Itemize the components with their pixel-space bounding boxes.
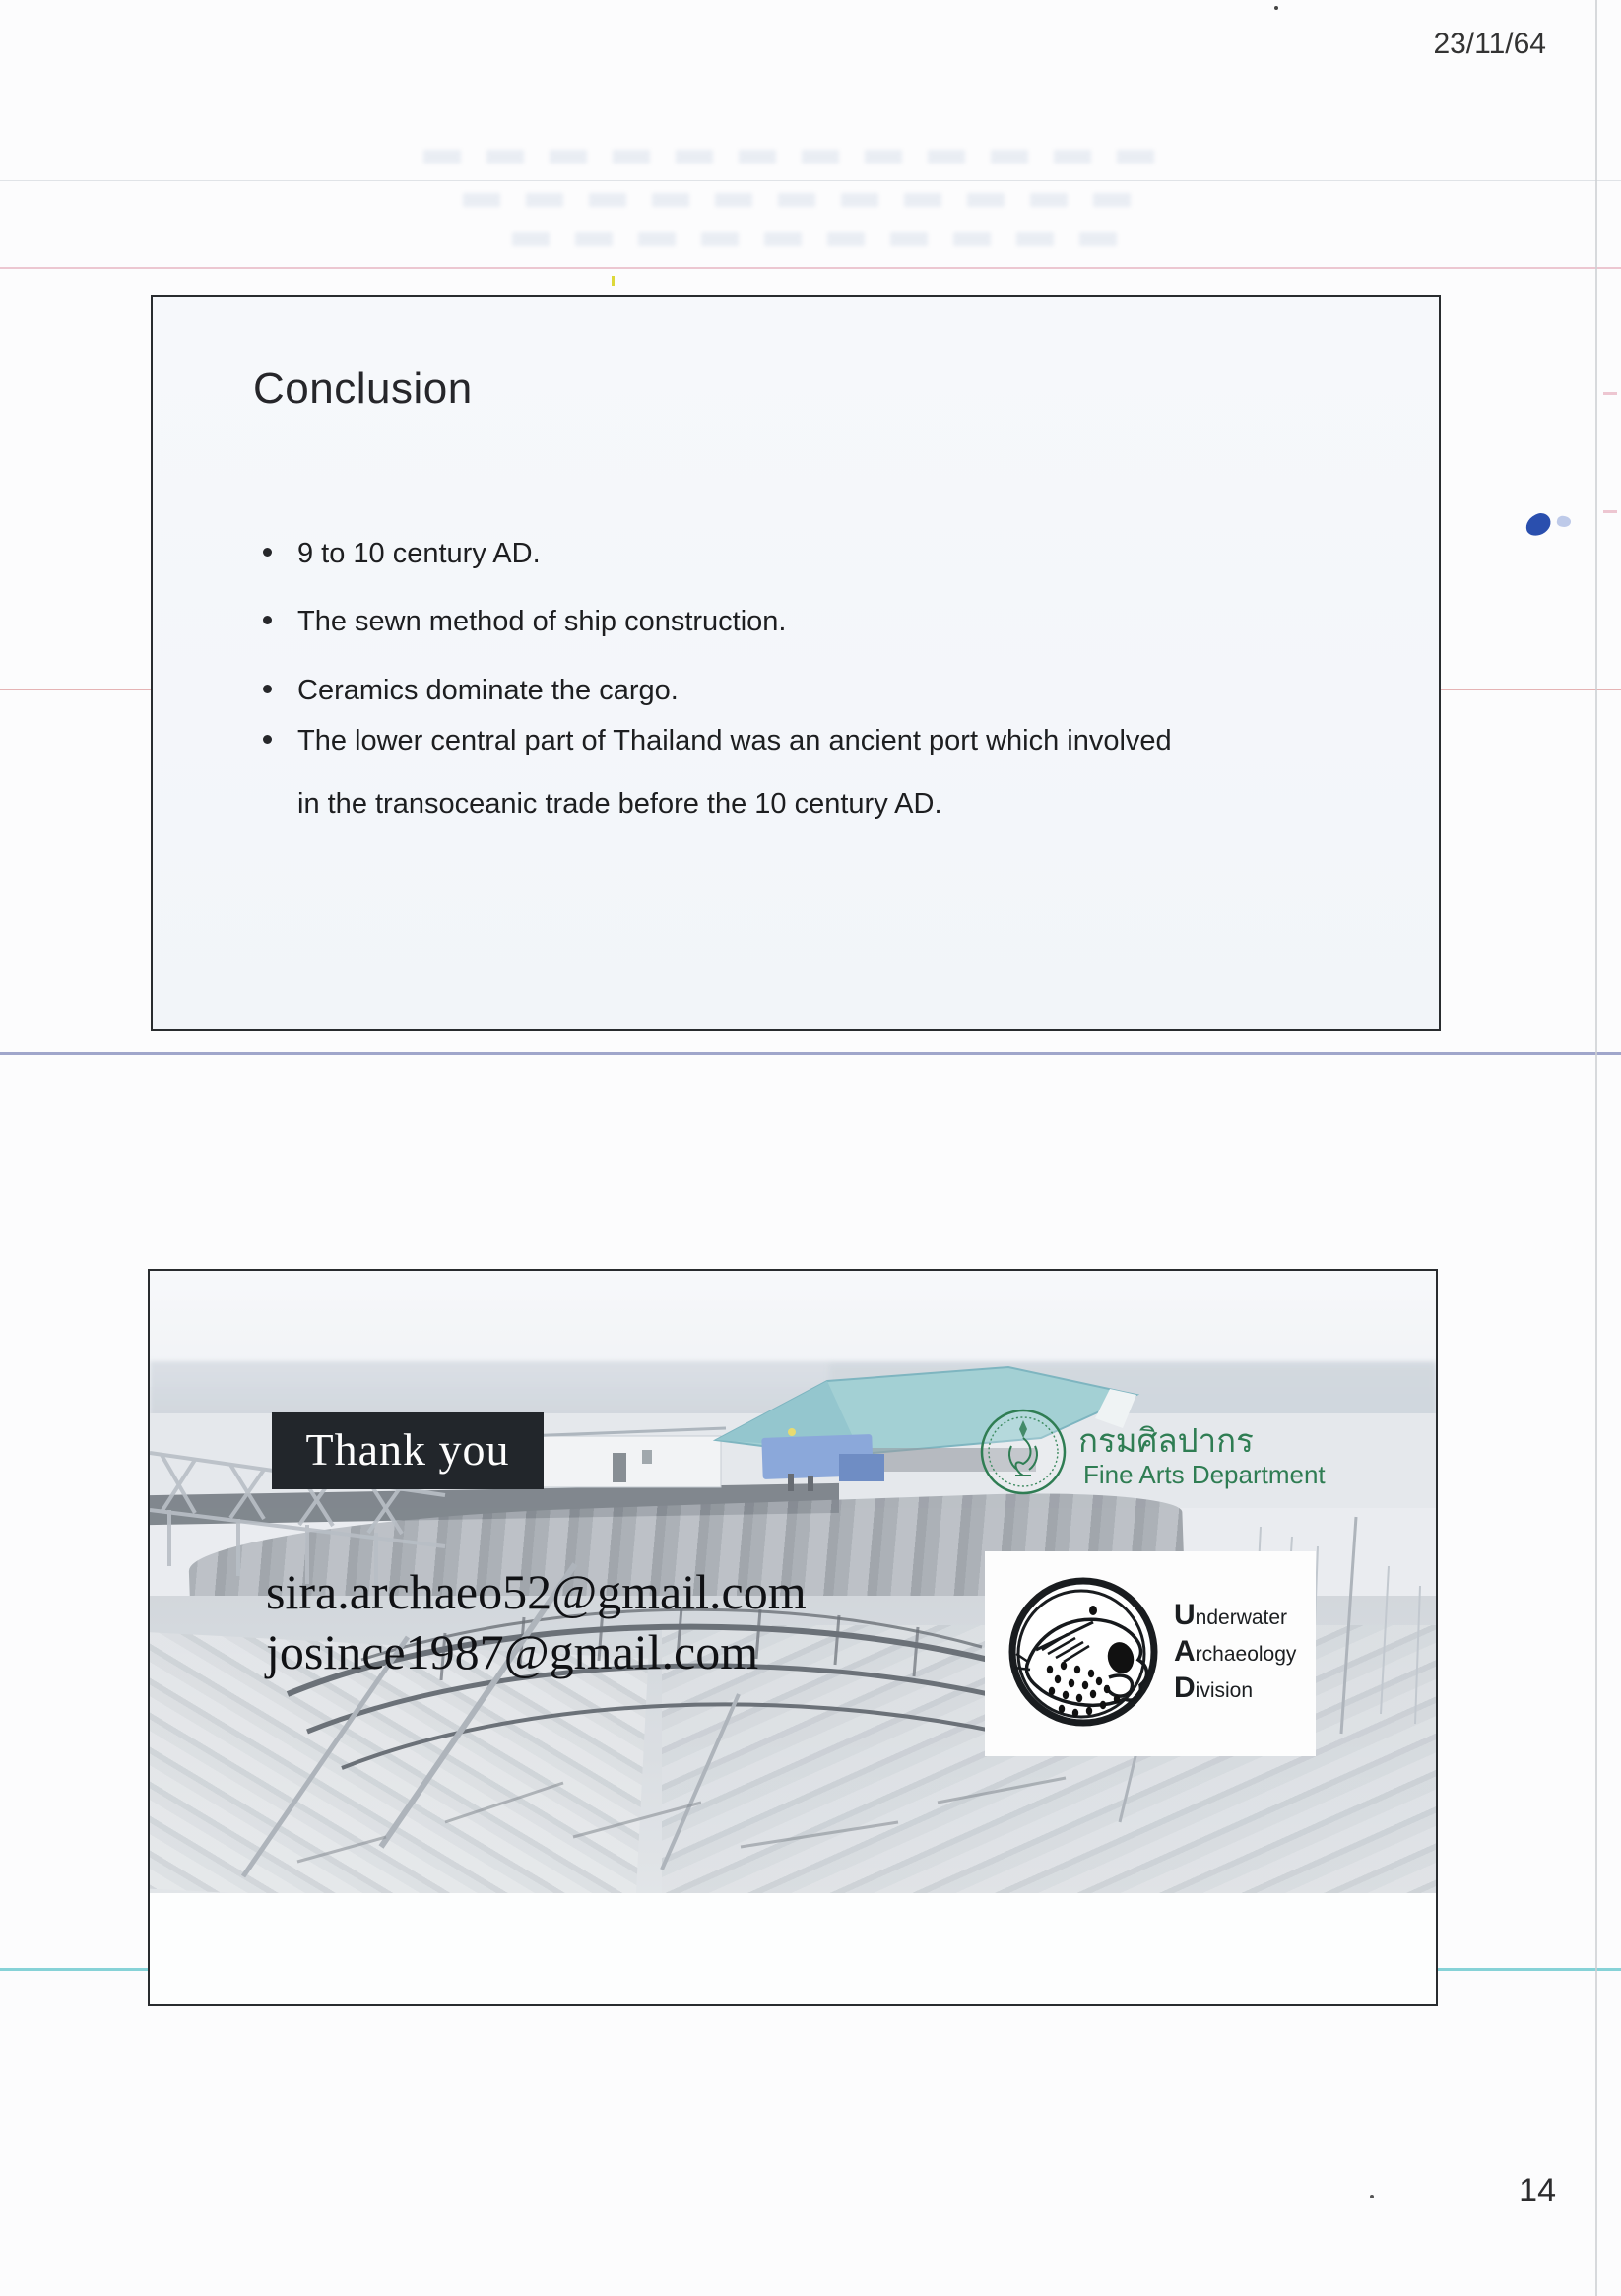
bullet-item (263, 709, 1184, 835)
scan-speck (1370, 2195, 1374, 2198)
contact-emails (266, 1562, 807, 1682)
ink-smudge (1556, 515, 1572, 529)
bullet-item (263, 522, 541, 585)
bullet-text: 9 to 10 century AD. (297, 538, 541, 569)
bleedthrough-ghost-text (423, 150, 1172, 164)
scan-artifact-line-blue (0, 1052, 1621, 1055)
bullet-icon (263, 548, 272, 557)
bullet-text: Ceramics dominate the cargo. (297, 675, 679, 706)
uad-name (1174, 1599, 1296, 1708)
uad-initial: U (1174, 1599, 1196, 1631)
uad-name-line (1174, 1672, 1296, 1708)
uad-fish-logo-icon (999, 1567, 1168, 1737)
scan-speck (1274, 6, 1278, 10)
uad-rest: nderwater (1195, 1607, 1288, 1629)
bullet-icon (263, 616, 272, 624)
email-address: sira.archaeo52@gmail.com (266, 1564, 807, 1619)
fine-arts-seal-icon (978, 1407, 1069, 1497)
fine-arts-name-english: Fine Arts Department (1083, 1460, 1326, 1489)
bullet-icon (263, 685, 272, 693)
email-address: josince1987@gmail.com (266, 1624, 759, 1679)
page-number: 14 (1519, 2172, 1556, 2209)
uad-name-line (1174, 1599, 1296, 1635)
ink-blot (1523, 510, 1553, 538)
scan-yellow-tick (612, 276, 615, 286)
slide-title: Conclusion (253, 364, 473, 413)
bullet-item (263, 590, 786, 653)
scan-pink-tick (1603, 392, 1617, 395)
uad-initial: A (1174, 1635, 1196, 1668)
bullet-icon (263, 735, 272, 744)
bleedthrough-ghost-text (463, 193, 1152, 207)
scan-artifact-line-pink (0, 267, 1621, 269)
bleedthrough-ghost-text (512, 232, 1123, 246)
bullet-text: The lower central part of Thailand was an ancient port which involved in the transoceanic trade before the 10 century AD. (297, 725, 1172, 820)
scan-edge-line (1595, 0, 1597, 2296)
scan-pink-tick (1603, 510, 1617, 513)
bullet-text: The sewn method of ship construction. (297, 606, 787, 637)
uad-initial: D (1174, 1672, 1196, 1704)
uad-rest: ivision (1195, 1679, 1254, 1702)
slide-2-thank-you (148, 1269, 1438, 2006)
uad-name-line (1174, 1635, 1296, 1672)
uad-rest: rchaeology (1195, 1643, 1297, 1666)
scan-artifact-line-gray (0, 180, 1621, 181)
page-date: 23/11/64 (1433, 28, 1546, 60)
uad-card (985, 1551, 1316, 1756)
slide-1-conclusion (151, 295, 1441, 1031)
fine-arts-name-thai: กรมศิลปากร (1078, 1421, 1254, 1460)
thank-you-banner: Thank you (272, 1412, 544, 1489)
